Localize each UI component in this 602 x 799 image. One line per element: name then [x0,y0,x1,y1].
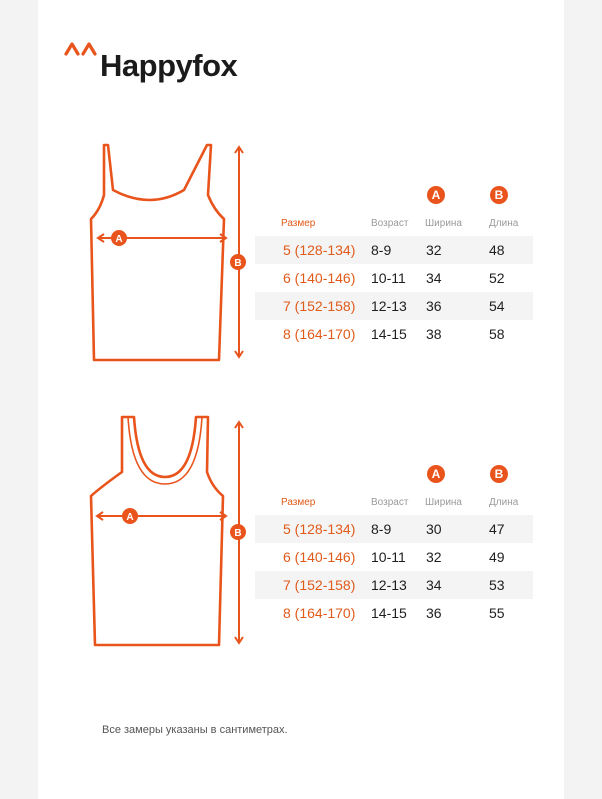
badge-b-label: B [234,528,242,539]
badge-b-label: B [234,258,242,269]
cell-size: 7 (152-158) [283,298,356,314]
cell-length: 54 [489,298,505,314]
cell-age: 12-13 [371,577,407,593]
cell-length: 58 [489,326,505,342]
badge-a: A [427,465,445,483]
table-row [255,320,533,348]
measurement-note: Все замеры указаны в сантиметрах. [102,724,288,736]
header-size: Размер [281,497,316,508]
cell-age: 10-11 [371,270,406,286]
header-length: Длина [489,497,519,508]
table-row [255,264,533,292]
badge-a: A [427,186,445,204]
badge-a-label: A [126,512,134,523]
cell-length: 49 [489,549,505,565]
cell-width: 34 [426,270,442,286]
cell-age: 14-15 [371,326,407,342]
size-table-tank-top [255,465,533,627]
cell-size: 8 (164-170) [283,605,356,621]
cell-width: 32 [426,549,442,565]
cell-width: 34 [426,577,442,593]
cell-size: 5 (128-134) [283,242,356,258]
cell-width: 30 [426,521,442,537]
badge-a-label: A [115,234,123,245]
cell-age: 14-15 [371,605,407,621]
size-table-camisole [255,186,533,348]
header-size: Размер [281,218,316,229]
table-row [255,515,533,543]
table-row [255,599,533,627]
cell-size: 6 (140-146) [283,270,356,286]
cell-size: 5 (128-134) [283,521,356,537]
cell-length: 47 [489,521,505,537]
cell-age: 8-9 [371,521,392,537]
table-header [255,465,533,515]
cell-age: 12-13 [371,298,407,314]
header-age: Возраст [371,218,409,229]
cell-age: 8-9 [371,242,392,258]
header-width: Ширина [425,497,462,508]
header-age: Возраст [371,497,409,508]
cell-length: 52 [489,270,505,286]
cell-width: 38 [426,326,442,342]
tank-top-diagram [80,412,260,652]
table-row [255,292,533,320]
badge-b: B [490,465,508,483]
cell-size: 8 (164-170) [283,326,356,342]
cell-length: 55 [489,605,505,621]
table-row [255,236,533,264]
cell-length: 53 [489,577,505,593]
table-row [255,571,533,599]
brand-name: Happyfox [100,48,238,83]
cell-age: 10-11 [371,549,406,565]
cell-width: 36 [426,605,442,621]
cell-width: 32 [426,242,442,258]
badge-b: B [490,186,508,204]
cell-size: 7 (152-158) [283,577,356,593]
page-background [38,0,564,799]
fox-ears-icon [64,40,98,60]
camisole-diagram [80,135,260,370]
table-header [255,186,533,236]
cell-length: 48 [489,242,505,258]
header-width: Ширина [425,218,462,229]
table-row [255,543,533,571]
cell-size: 6 (140-146) [283,549,356,565]
header-length: Длина [489,218,519,229]
cell-width: 36 [426,298,442,314]
